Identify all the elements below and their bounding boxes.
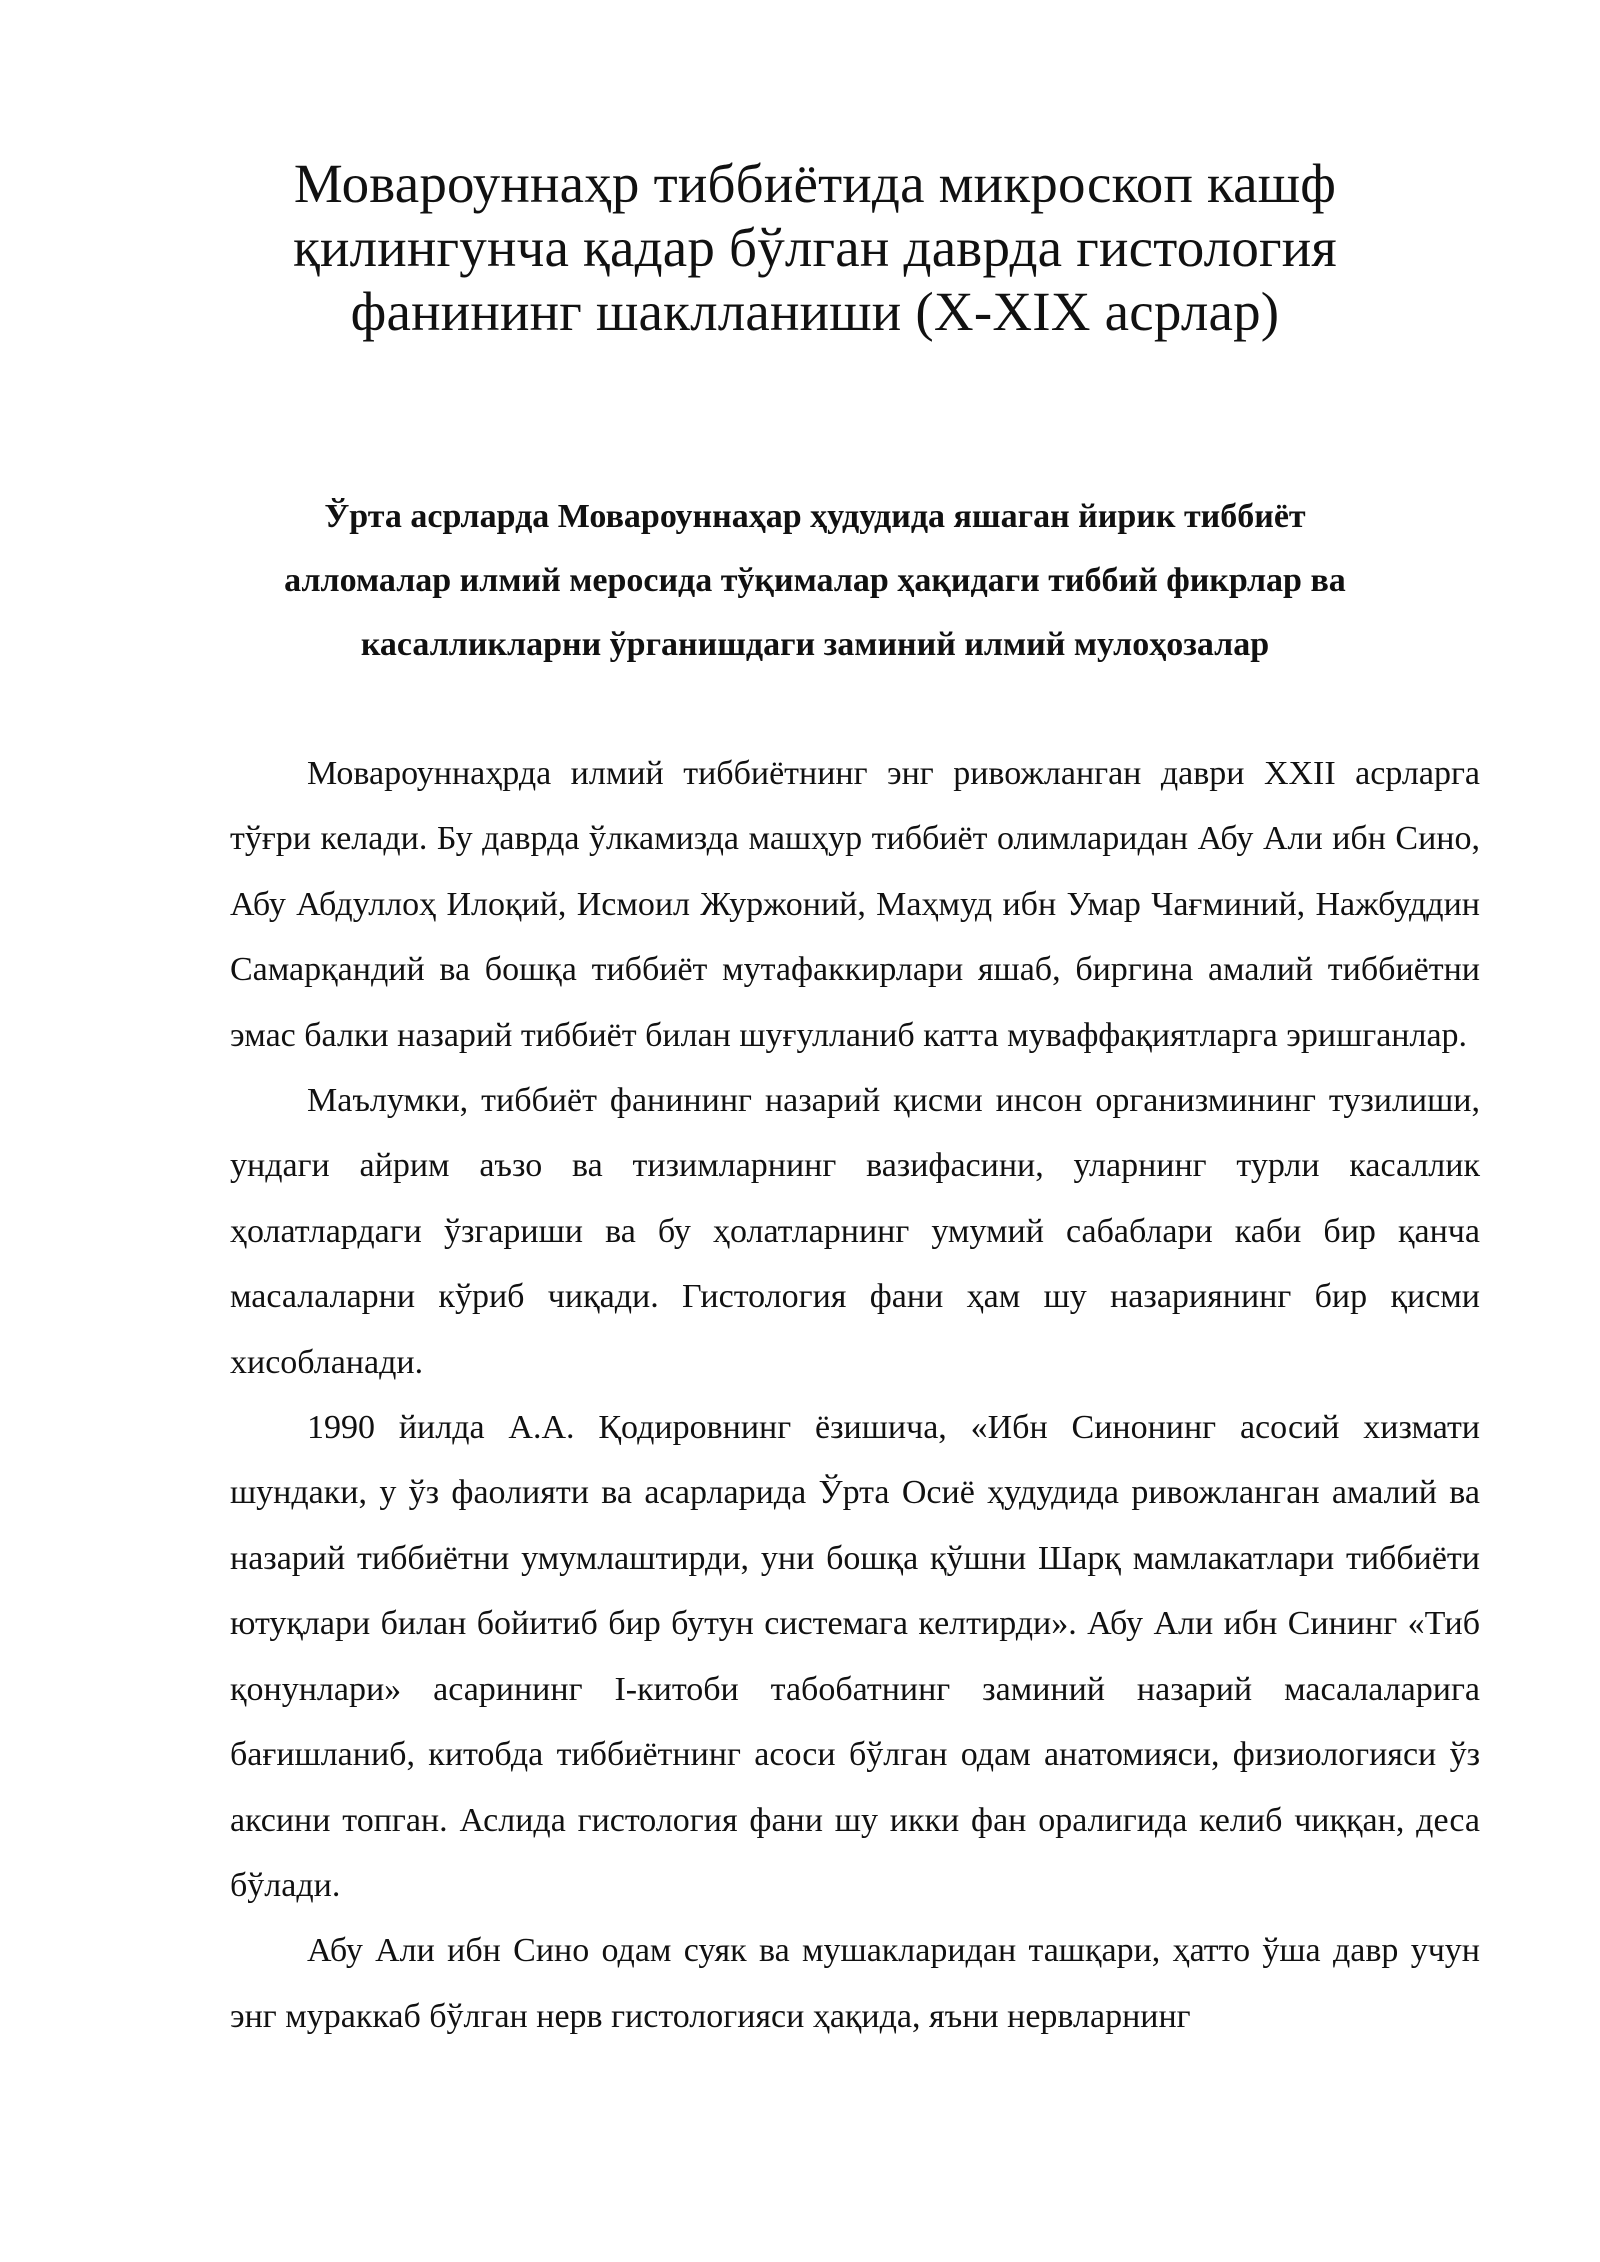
paragraph: Мовароуннаҳрда илмий тиббиётнинг энг ривожланган даври XXII асрларга тўғри келади. Бу даврда ўлкамизда машҳур тиббиёт олимларидан Абу Али ибн Сино, Абу Абдуллоҳ Илоқий, Исмоил Журжоний, Маҳмуд ибн Умар Чағминий, Нажбуддин Самарқандий ва бошқа тиббиёт мутафаккирлари яшаб, биргина амалий тиббиётни эмас балки назарий тиббиёт билан шуғулланиб катта муваффақиятларга эришганлар. <box>230 755 1480 1054</box>
section-heading-line: касалликларни ўрганишдаги заминий илмий мулоҳозалар <box>360 626 1270 663</box>
title-line: қилингунча қадар бўлган даврда гистология <box>293 217 1337 278</box>
body-text <box>230 741 1480 2049</box>
section-heading-line: Ўрта асрларда Мовароуннаҳар ҳудудида яшаган йирик тиббиёт <box>324 498 1306 535</box>
paragraph: Маълумки, тиббиёт фанининг назарий қисми инсон организмининг тузилиши, ундаги айрим аъзо ва тизимларнинг вазифасини, уларнинг турли касаллик ҳолатлардаги ўзгариши ва бу ҳолатларнинг умумий сабаблари каби бир қанча масалаларни кўриб чиқади. Гистология фани ҳам шу назариянинг бир қисми хисобланади. <box>230 1082 1480 1381</box>
document-title <box>230 152 1400 344</box>
paragraph: 1990 йилда А.А. Қодировнинг ёзишича, «Ибн Синонинг асосий хизмати шундаки, у ўз фаолияти ва асарларида Ўрта Осиё ҳудудида ривожланган амалий ва назарий тиббиётни умумлаштирди, уни бошқа қўшни Шарқ мамлакатлари тиббиёти ютуқлари билан бойитиб бир бутун системага келтирди». Абу Али ибн Сининг «Тиб қонунлари» асарининг I-китоби табобатнинг заминий назарий масалаларига бағишланиб, китобда тиббиётнинг асоси бўлган одам анатомияси, физиологияси ўз аксини топган. Аслида гистология фани шу икки фан оралигида келиб чиққан, деса бўлади. <box>230 1409 1480 1904</box>
title-line: фанининг шаклланиши (X-XIX асрлар) <box>350 281 1280 342</box>
title-line: Мовароуннаҳр тиббиётида микроскоп кашф <box>293 153 1337 214</box>
section-heading <box>230 485 1400 677</box>
paragraph: Абу Али ибн Сино одам суяк ва мушакларидан ташқари, ҳатто ўша давр учун энг мураккаб бўлган нерв гистологияси ҳақида, яъни нервларнинг <box>230 1932 1480 2035</box>
section-heading-line: алломалар илмий меросида тўқималар ҳақидаги тиббий фикрлар ва <box>284 562 1346 599</box>
